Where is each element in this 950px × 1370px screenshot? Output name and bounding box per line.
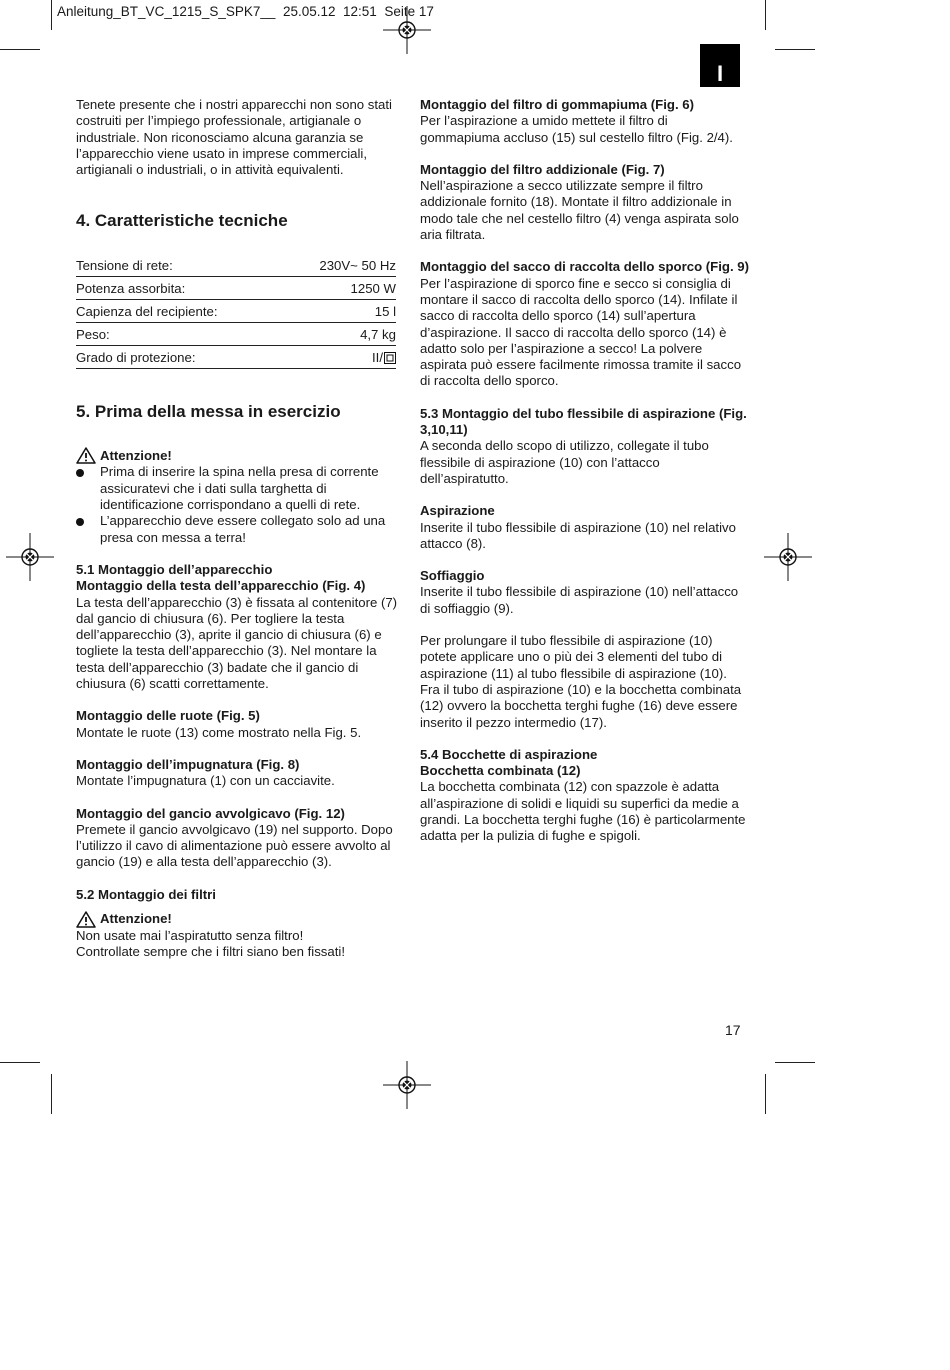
spec-value-protection — [372, 348, 396, 369]
spec-value: II/ — [372, 350, 383, 366]
spec-row — [76, 300, 396, 323]
spec-row — [76, 323, 396, 346]
foam-filter-text: Per l’aspirazione a umido mettete il filtro di gommapiuma accluso (15) sul cestello filtro (Fig. 2/4). — [420, 113, 733, 145]
spec-value: 15 l — [374, 303, 396, 319]
section-5-1-heading: 5.1 Montaggio dell’apparecchio — [76, 561, 273, 577]
registration-mark-icon — [764, 533, 812, 581]
suction-heading: Aspirazione — [420, 503, 495, 519]
intro-paragraph: Tenete presente che i nostri apparecchi non sono stati costruiti per l’impiego professionale, artigianale o industriale. Non riconosciamo alcuna garanzia se l’apparecchio viene usato in imprese commerciali, artigianali o industriali, o in attività equivalenti. — [76, 97, 392, 178]
spec-label: Potenza assorbita: — [76, 280, 186, 296]
warning-heading — [76, 447, 398, 464]
crop-mark — [0, 1062, 40, 1063]
extension-text: Per prolungare il tubo flessibile di aspirazione (10) potete applicare uno o più dei 3 elementi del tubo di aspirazione (11) al tubo flessibile di aspirazione (10). Fra il tubo di aspirazione (10) e la bocchetta combinata (12) ovvero la bocchetta terghi fughe (16) deve essere inserito il pezzo intermedio (17). — [420, 633, 742, 730]
spec-row — [76, 346, 396, 369]
section-5-heading: 5. Prima della messa in esercizio — [76, 402, 341, 422]
spec-row — [76, 277, 396, 300]
section-5-1-text: La testa dell’apparecchio (3) è fissata al contenitore (7) dal gancio di chiusura (6). Per togliere la testa dell’apparecchio (3), aprite il gancio di chiusura (6) e togliete la testa dell’apparecchio (3). Nel montare la testa dell’apparecchio (3) badate che il gancio di chiusura (6) scatti correttamente. — [76, 594, 398, 692]
spec-label: Capienza del recipiente: — [76, 303, 218, 319]
blowing-heading: Soffiaggio — [420, 568, 485, 584]
cable-hook-heading: Montaggio del gancio avvolgicavo (Fig. 12) — [76, 805, 345, 821]
crop-mark — [0, 49, 40, 50]
spec-label: Grado di protezione: — [76, 349, 196, 365]
right-column — [420, 97, 750, 845]
spec-value: 230V~ 50 Hz — [319, 257, 396, 273]
print-header-file: Anleitung_BT_VC_1215_S_SPK7__ — [57, 4, 276, 19]
crop-mark — [51, 1074, 52, 1114]
bullet-icon — [76, 513, 100, 546]
warning-triangle-icon — [76, 911, 96, 928]
warning-triangle-icon — [76, 447, 96, 464]
section-5-2-text: Non usate mai l’aspiratutto senza filtro! — [76, 928, 304, 944]
language-tab: I — [700, 44, 740, 87]
spec-label: Peso: — [76, 326, 110, 342]
crop-mark — [775, 1062, 815, 1063]
page-number: 17 — [725, 1022, 741, 1038]
additional-filter-heading: Montaggio del filtro addizionale (Fig. 7) — [420, 161, 665, 177]
section-4-heading: 4. Caratteristiche tecniche — [76, 211, 288, 231]
spec-value: 4,7 kg — [360, 326, 396, 342]
list-item — [76, 464, 398, 513]
spec-row — [76, 254, 396, 277]
section-5-4-text: La bocchetta combinata (12) con spazzole è adatta all’aspirazione di solidi e liquidi su superfici da medie a grandi. La bocchetta terghi fughe (16) è particolarmente adatta per la pulizia di fughe e spigoli. — [420, 779, 746, 844]
handle-heading: Montaggio dell’impugnatura (Fig. 8) — [76, 756, 300, 772]
handle-text: Montate l’impugnatura (1) con un cacciavite. — [76, 773, 335, 789]
left-column — [76, 97, 398, 961]
print-header-date: 25.05.12 — [282, 4, 336, 19]
warning-text: Attenzione! — [100, 447, 172, 463]
dust-bag-text: Per l’aspirazione di sporco fine e secco si consiglia di montare il sacco di raccolta dello sporco (14). Infilate il sacco di raccolta dello sporco (14) sull’apertura d’aspirazione. Il sacco di raccolta dello sporco (14) è adatto solo per l’aspirazione a secco! La polvere aspirata può essere facilmente rimossa tramite il sacco di raccolta dello sporco. — [420, 275, 742, 389]
section-5-2-text: Controllate sempre che i filtri siano ben fissati! — [76, 944, 345, 960]
warning-heading — [76, 911, 398, 928]
section-5-4-subheading: Bocchetta combinata (12) — [420, 763, 581, 779]
registration-mark-icon — [6, 533, 54, 581]
section-5-2-heading: 5.2 Montaggio dei filtri — [76, 886, 216, 902]
dust-bag-heading: Montaggio del sacco di raccolta dello sporco (Fig. 9) — [420, 259, 750, 275]
section-5-3-heading: 5.3 Montaggio del tubo flessibile di aspirazione (Fig. 3,10,11) — [420, 405, 747, 438]
bullet-icon — [76, 464, 100, 513]
list-item-text: L’apparecchio deve essere collegato solo ad una presa con messa a terra! — [100, 513, 386, 545]
list-item — [76, 513, 398, 546]
crop-mark — [51, 0, 52, 30]
spec-value: 1250 W — [350, 280, 396, 296]
blowing-text: Inserite il tubo flessibile di aspirazione (10) nell’attacco di soffiaggio (9). — [420, 584, 739, 616]
section-5-3-text: A seconda dello scopo di utilizzo, collegate il tubo flessibile di aspirazione (10) con l’attacco dell’aspiratutto. — [420, 438, 709, 486]
print-header-page: Seite 17 — [384, 4, 434, 19]
wheels-text: Montate le ruote (13) come mostrato nella Fig. 5. — [76, 724, 362, 740]
section-5-4-heading: 5.4 Bocchette di aspirazione — [420, 746, 598, 762]
registration-mark-icon — [383, 1061, 431, 1109]
registration-mark-icon — [383, 6, 431, 54]
warning-text: Attenzione! — [100, 911, 172, 927]
protection-class-ii-icon — [384, 352, 396, 364]
suction-text: Inserite il tubo flessibile di aspirazione (10) nel relativo attacco (8). — [420, 519, 736, 551]
cable-hook-text: Premete il gancio avvolgicavo (19) nel supporto. Dopo l’utilizzo il cavo di alimentazione può essere avvolto al gancio (19) e alla testa dell’apparecchio (3). — [76, 821, 393, 870]
additional-filter-text: Nell’aspirazione a secco utilizzate sempre il filtro addizionale fornito (18). Montate il filtro addizionale in modo tale che nel cestello filtro (4) venga aspirata solo aria filtrata. — [420, 178, 739, 243]
crop-mark — [765, 1074, 766, 1114]
spec-label: Tensione di rete: — [76, 257, 173, 273]
crop-mark — [765, 0, 766, 30]
list-item-text: Prima di inserire la spina nella presa di corrente assicuratevi che i dati sulla targhetta di identificazione corrispondano a quelli di rete. — [100, 464, 379, 513]
section-5-1-subheading: Montaggio della testa dell’apparecchio (Fig. 4) — [76, 578, 366, 594]
print-header-time: 12:51 — [343, 4, 377, 19]
print-header — [57, 4, 434, 19]
wheels-heading: Montaggio delle ruote (Fig. 5) — [76, 708, 260, 724]
spec-table — [76, 254, 396, 369]
crop-mark — [775, 49, 815, 50]
foam-filter-heading: Montaggio del filtro di gommapiuma (Fig. 6) — [420, 97, 694, 112]
